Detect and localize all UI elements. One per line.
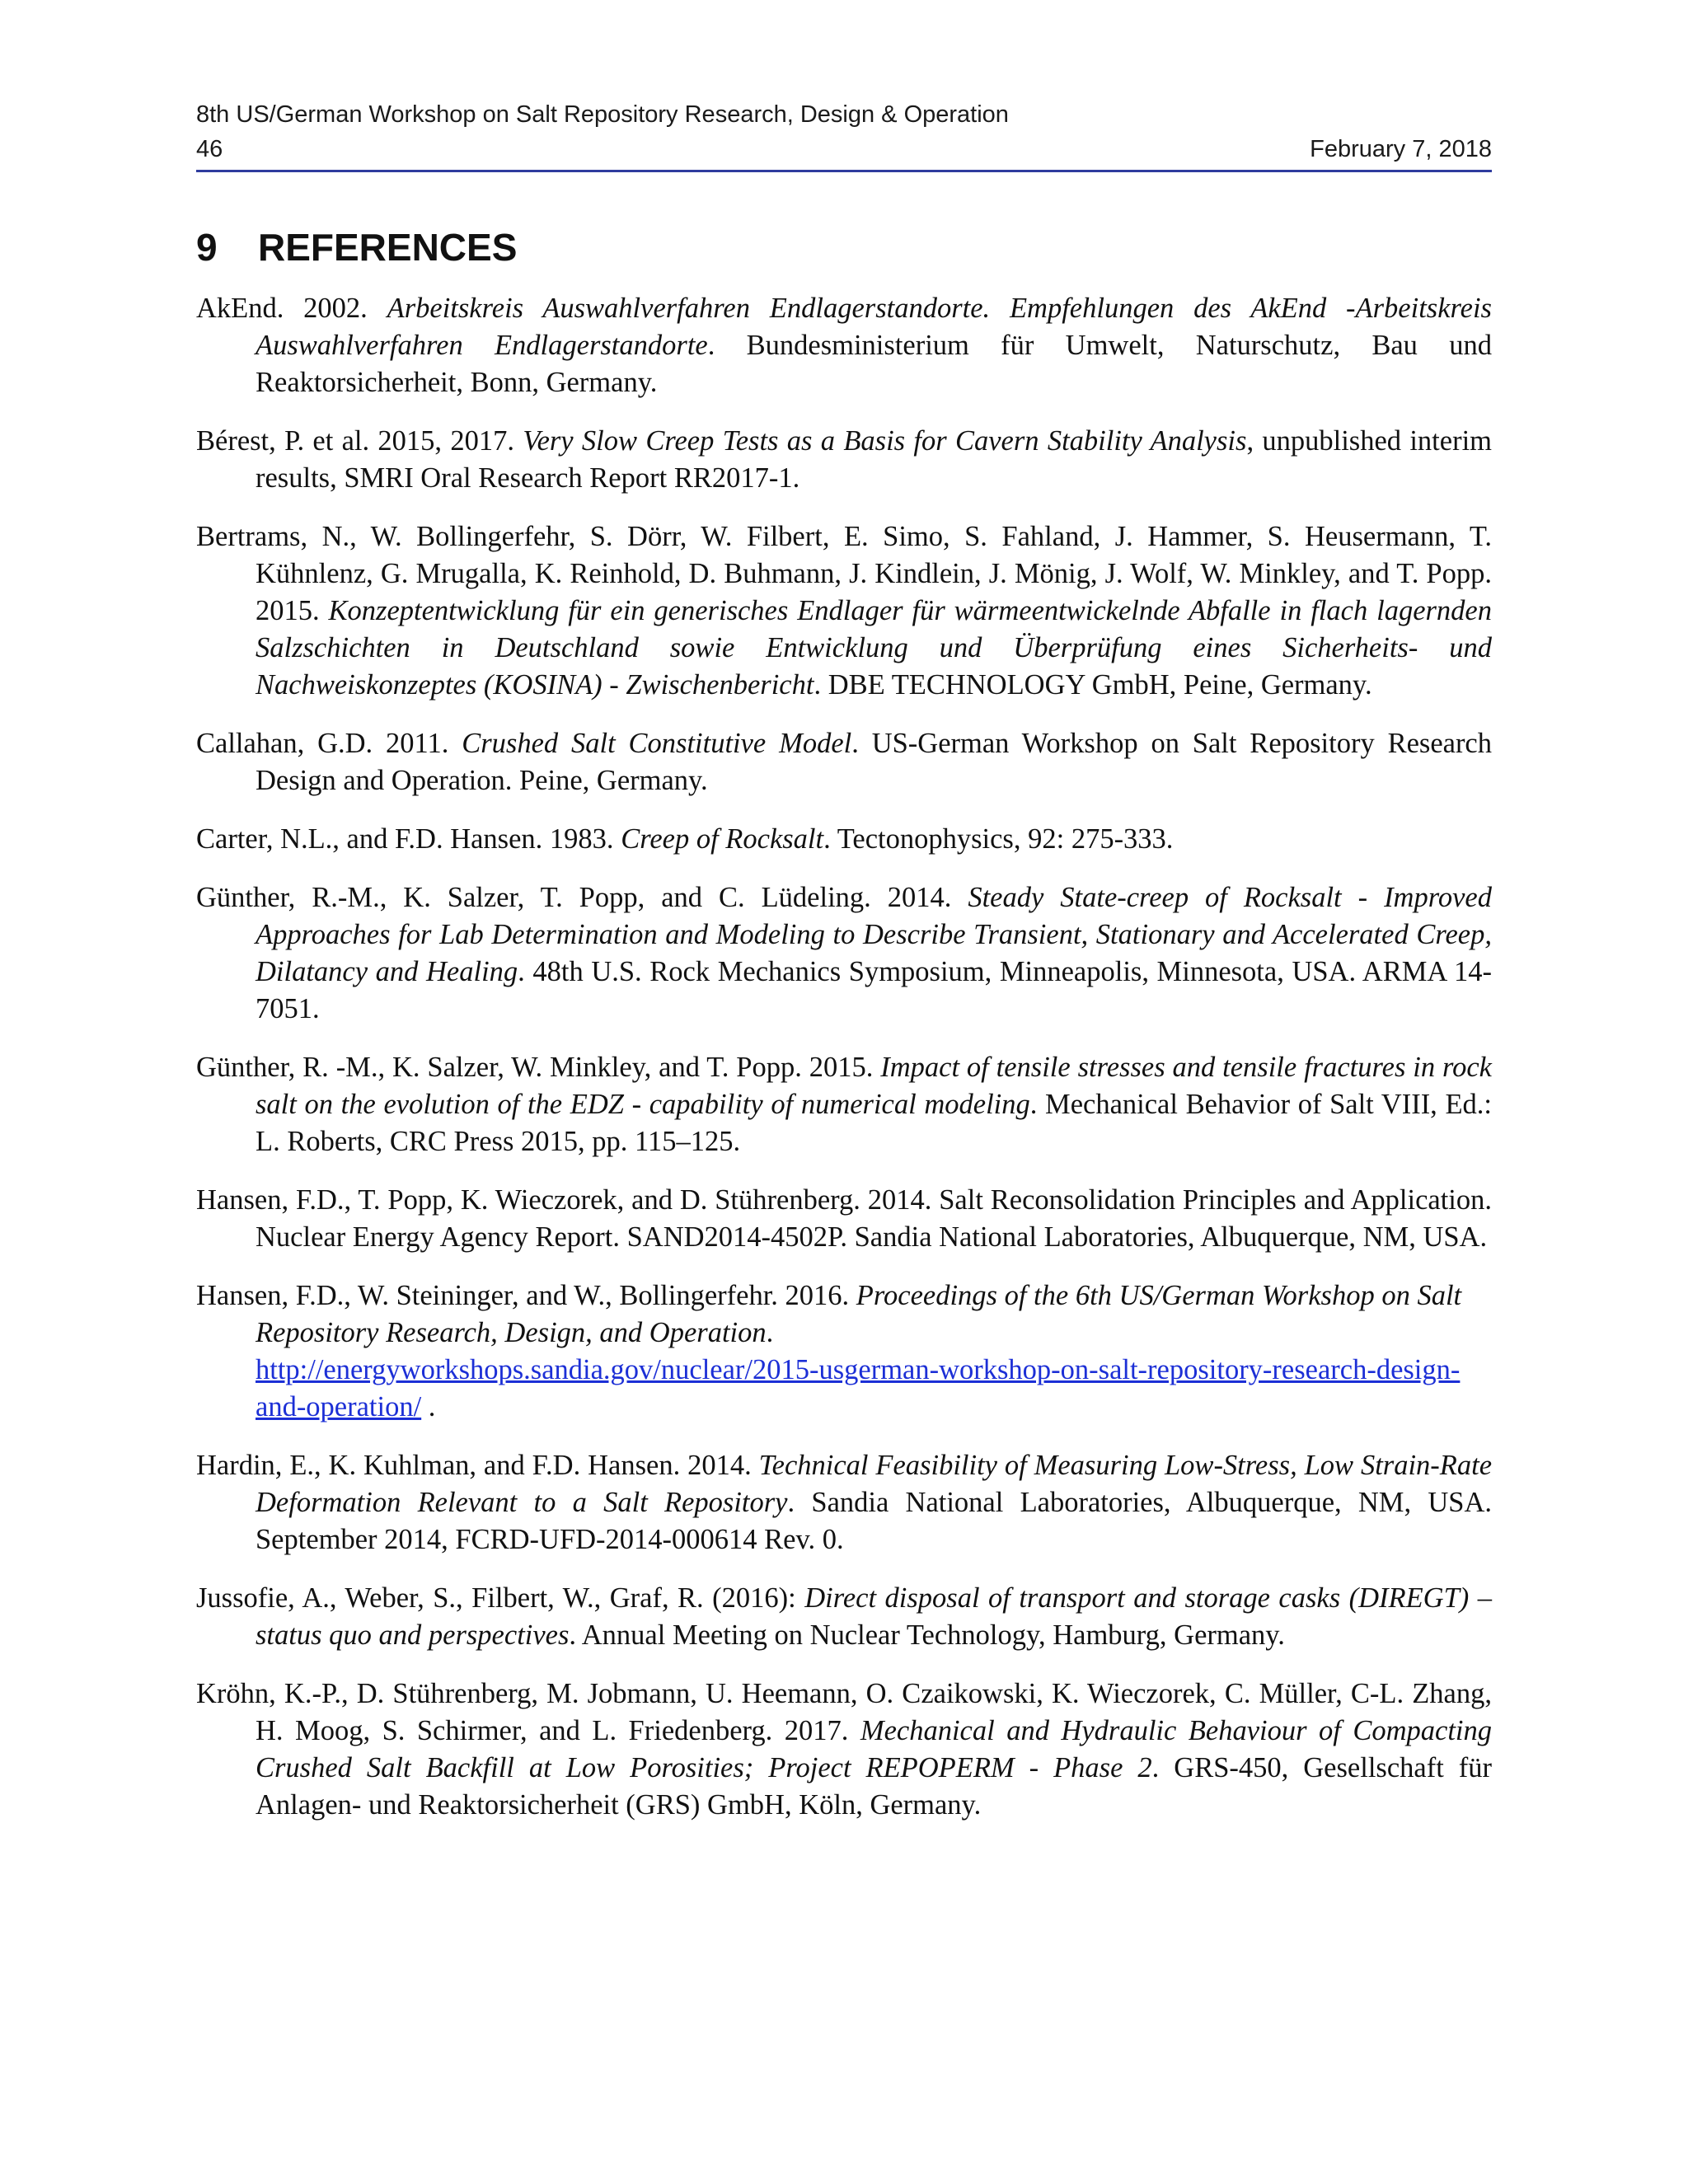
- reference-source: . US-German Workshop on Salt Repository Research Design and Operation. Peine, Germany.: [256, 728, 1492, 796]
- reference-authors: Günther, R.-M., K. Salzer, T. Popp, and C. Lüdeling. 2014.: [196, 882, 968, 913]
- reference-item: [196, 1580, 1492, 1654]
- reference-title: Impact of tensile stresses and tensile fractures in rock salt on the evolution of the EDZ - capability of numerical modeling: [256, 1052, 1492, 1120]
- reference-title: Konzeptentwicklung für ein generisches Endlager für wärmeentwickelnde Abfalle in flach lagernden Salzschichten in Deutschland sowie Entwicklung und Überprüfung eines Sicherheits- und Nachweiskonzeptes (KOSINA) - Zwischenbericht: [256, 595, 1492, 701]
- reference-title: Direct disposal of transport and storage casks (DIREGT) –status quo and perspectives: [256, 1582, 1492, 1651]
- reference-authors: Carter, N.L., and F.D. Hansen. 1983.: [196, 823, 621, 855]
- header-rule: [196, 170, 1492, 172]
- reference-item: [196, 290, 1492, 401]
- section-heading: [196, 224, 517, 270]
- reference-link-suffix: .: [421, 1391, 436, 1422]
- reference-source: . Annual Meeting on Nuclear Technology, Hamburg, Germany.: [569, 1619, 1285, 1651]
- reference-item: [196, 423, 1492, 497]
- reference-authors: Kröhn, K.-P., D. Stührenberg, M. Jobmann, U. Heemann, O. Czaikowski, K. Wieczorek, C. Müller, C-L. Zhang, H. Moog, S. Schirmer, and L. Friedenberg. 2017.: [196, 1678, 1492, 1746]
- page-number: 46: [196, 136, 223, 162]
- reference-item: [196, 1182, 1492, 1256]
- reference-source: . Sandia National Laboratories, Albuquerque, NM, USA. September 2014, FCRD-UFD-2014-000614 Rev. 0.: [256, 1487, 1492, 1555]
- reference-item: [196, 879, 1492, 1028]
- reference-source: . 48th U.S. Rock Mechanics Symposium, Minneapolis, Minnesota, USA. ARMA 14-7051.: [256, 956, 1492, 1024]
- reference-authors: Callahan, G.D. 2011.: [196, 728, 462, 759]
- reference-authors: AkEnd. 2002.: [196, 293, 387, 324]
- reference-source: .: [766, 1317, 774, 1348]
- reference-source: . GRS-450, Gesellschaft für Anlagen- und Reaktorsicherheit (GRS) GmbH, Köln, Germany.: [256, 1752, 1492, 1821]
- reference-authors: Hansen, F.D., W. Steininger, and W., Bollingerfehr. 2016.: [196, 1280, 856, 1311]
- section-title: REFERENCES: [258, 226, 518, 269]
- reference-authors: Bertrams, N., W. Bollingerfehr, S. Dörr, W. Filbert, E. Simo, S. Fahland, J. Hammer, S. Heusermann, T. Kühnlenz, G. Mrugalla, K. Reinhold, D. Buhmann, J. Kindlein, J. Mönig, J. Wolf, W. Minkley, and T. Popp. 2015.: [196, 521, 1492, 626]
- reference-source: . DBE TECHNOLOGY GmbH, Peine, Germany.: [814, 669, 1372, 701]
- reference-title: Proceedings of the 6th US/German Workshop on Salt Repository Research, Design, and Operation: [256, 1280, 1462, 1348]
- reference-authors: Bérest, P. et al. 2015, 2017.: [196, 425, 523, 457]
- reference-item: [196, 518, 1492, 704]
- section-number: 9: [196, 226, 218, 269]
- reference-authors: Günther, R. -M., K. Salzer, W. Minkley, and T. Popp. 2015.: [196, 1052, 881, 1083]
- reference-source: . Mechanical Behavior of Salt VIII, Ed.: L. Roberts, CRC Press 2015, pp. 115–125.: [256, 1089, 1492, 1157]
- reference-title: Technical Feasibility of Measuring Low-Stress, Low Strain-Rate Deformation Relevant to a Salt Repository: [256, 1450, 1493, 1518]
- workshop-title: 8th US/German Workshop on Salt Repository Research, Design & Operation: [196, 101, 1009, 128]
- reference-item: [196, 821, 1492, 858]
- reference-title: Mechanical and Hydraulic Behaviour of Compacting Crushed Salt Backfill at Low Porosities; Project REPOPERM - Phase 2: [256, 1715, 1492, 1783]
- reference-authors: Hansen, F.D., T. Popp, K. Wieczorek, and D. Stührenberg. 2014. Salt Reconsolidation Principles and Application. Nuclear Energy Agency Report. SAND2014-4502P. Sandia National Laboratories, Albuquerque, NM, USA.: [196, 1184, 1492, 1253]
- reference-item: [196, 1675, 1492, 1824]
- reference-item: [196, 1049, 1492, 1160]
- reference-title: Very Slow Creep Tests as a Basis for Cavern Stability Analysis: [523, 425, 1247, 457]
- reference-item: [196, 1277, 1492, 1426]
- reference-title: Steady State-creep of Rocksalt - Improved Approaches for Lab Determination and Modeling to Describe Transient, Stationary and Accelerated Creep, Dilatancy and Healing: [256, 882, 1492, 987]
- reference-title: Crushed Salt Constitutive Model: [462, 728, 852, 759]
- reference-authors: Jussofie, A., Weber, S., Filbert, W., Graf, R. (2016):: [196, 1582, 805, 1614]
- reference-source: . Tectonophysics, 92: 275-333.: [823, 823, 1174, 855]
- reference-authors: Hardin, E., K. Kuhlman, and F.D. Hansen. 2014.: [196, 1450, 759, 1481]
- page-header: [196, 97, 1492, 166]
- reference-item: [196, 725, 1492, 799]
- reference-title: Creep of Rocksalt: [621, 823, 824, 855]
- header-date: February 7, 2018: [1310, 136, 1492, 162]
- proceedings-link[interactable]: http://energyworkshops.sandia.gov/nuclear/2015-usgerman-workshop-on-salt-repository-research-design-and-operation/: [256, 1354, 1461, 1422]
- reference-source: , unpublished interim results, SMRI Oral Research Report RR2017-1.: [256, 425, 1492, 494]
- reference-title: Arbeitskreis Auswahlverfahren Endlagerstandorte. Empfehlungen des AkEnd -Arbeitskreis Auswahlverfahren Endlagerstandorte: [256, 293, 1492, 361]
- reference-item: [196, 1447, 1492, 1558]
- reference-source: . Bundesministerium für Umwelt, Naturschutz, Bau und Reaktorsicherheit, Bonn, Germany.: [256, 330, 1492, 398]
- reference-list: [196, 290, 1492, 1845]
